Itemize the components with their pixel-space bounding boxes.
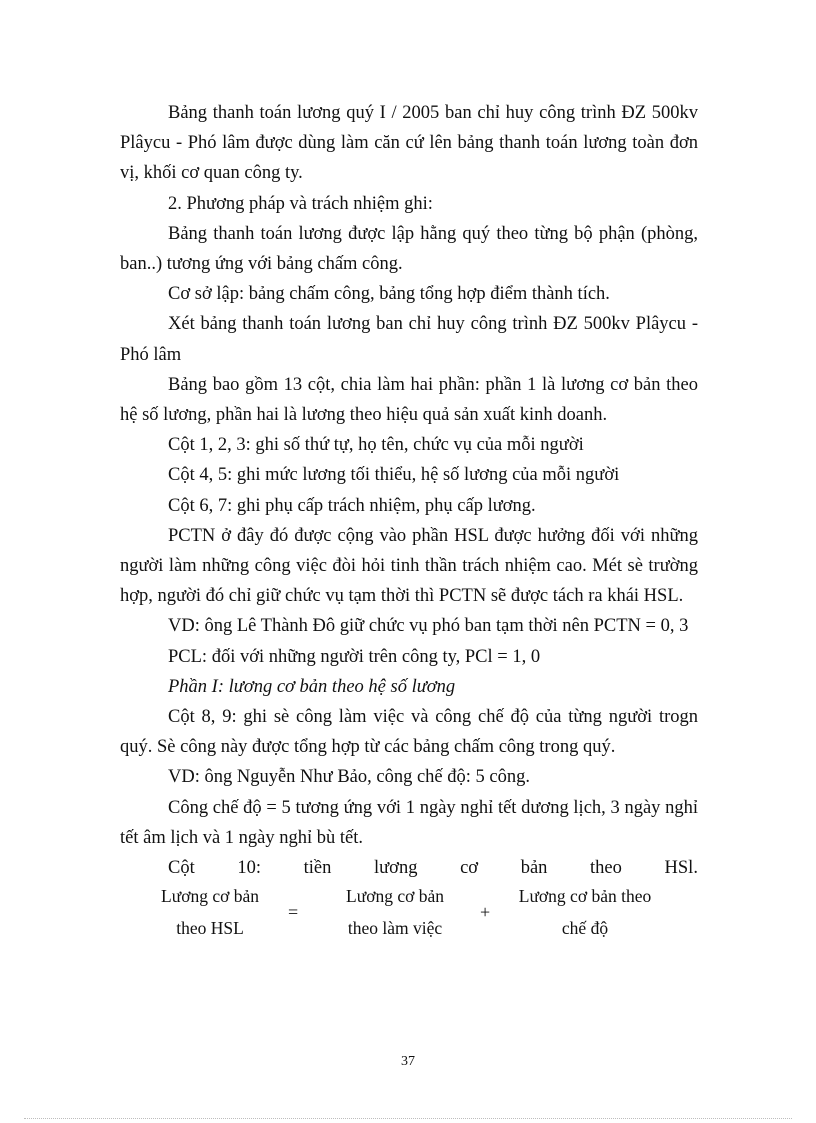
page-number: 37 (401, 1054, 415, 1069)
paragraph: Bảng thanh toán lương được lập hằng quý theo từng bộ phận (phòng, ban..) tương ứng với bảng chấm công. (120, 223, 698, 275)
spread-word: tiền (303, 858, 332, 879)
equals-sign: = (288, 902, 299, 922)
paragraph: VD: ông Lê Thành Đô giữ chức vụ phó ban tạm thời nên PCTN = 0, 3 (168, 616, 689, 637)
spread-word: lương (374, 858, 418, 879)
spread-word: cơ (460, 858, 479, 879)
paragraph: Cột 1, 2, 3: ghi số thứ tự, họ tên, chức vụ của mỗi người (168, 435, 584, 456)
formula-right (500, 880, 670, 944)
plus-sign: + (480, 902, 491, 922)
formula-left-line2: theo HSL (176, 918, 244, 938)
formula-left (140, 880, 280, 944)
paragraph: Bảng bao gồm 13 cột, chia làm hai phần: phần 1 là lương cơ bản theo hệ số lương, phần hai là lương theo hiệu quả sản xuất kinh doanh. (120, 374, 698, 426)
paragraph: Bảng thanh toán lương quý I / 2005 ban chỉ huy công trình ĐZ 500kv Plâycu - Phó lâm được dùng làm căn cứ lên bảng thanh toán lương toàn đơn vị, khối cơ quan công ty. (120, 103, 698, 184)
section-heading: Phần I: lương cơ bản theo hệ số lương (168, 676, 456, 697)
formula-left-line1: Lương cơ bản (161, 886, 259, 906)
spread-word: theo (590, 858, 622, 879)
formula-right-line2: chế độ (561, 918, 609, 938)
spread-word: HSl. (664, 858, 698, 879)
paragraph: Cơ sở lập: bảng chấm công, bảng tổng hợp điểm thành tích. (168, 284, 610, 305)
paragraph: PCTN ở đây đó được cộng vào phần HSL được hưởng đối với những người làm những công việc đòi hỏi tinh thần trách nhiệm cao. Mét sè trường hợp, người đó chỉ giữ chức vụ tạm thời thì PCTN sẽ được tách ra khái HSL. (120, 525, 698, 607)
paragraph: 2. Phương pháp và trách nhiệm ghi: (168, 193, 433, 214)
paragraph: Cột 4, 5: ghi mức lương tối thiểu, hệ số lương của mỗi người (168, 465, 620, 486)
paragraph: Cột 6, 7: ghi phụ cấp trách nhiệm, phụ cấp lương. (168, 495, 536, 516)
paragraph: Cột 8, 9: ghi sè công làm việc và công chế độ của từng người trogn quý. Sè công này được tổng hợp từ các bảng chấm công trong quý. (120, 707, 698, 758)
spread-word: Cột (168, 858, 195, 879)
spread-word: bản (520, 858, 548, 879)
paragraph: PCL: đối với những người trên công ty, PCl = 1, 0 (168, 646, 541, 667)
paragraph: Công chế độ = 5 tương ứng với 1 ngày nghỉ tết dương lịch, 3 ngày nghỉ tết âm lịch và 1 ngày nghỉ bù tết. (120, 797, 698, 848)
spread-word: 10: (237, 858, 261, 879)
paragraph: VD: ông Nguyễn Như Bảo, công chế độ: 5 công. (168, 767, 530, 788)
paragraph: Xét bảng thanh toán lương ban chỉ huy công trình ĐZ 500kv Plâycu - Phó lâm (120, 314, 698, 365)
salary-formula (120, 880, 698, 950)
page-bottom-divider (24, 1118, 792, 1119)
body-text (120, 98, 698, 883)
formula-middle (320, 880, 470, 944)
spread-line (120, 853, 698, 883)
formula-middle-line1: Lương cơ bản (346, 886, 444, 906)
formula-middle-line2: theo làm việc (347, 918, 443, 938)
formula-right-line1: Lương cơ bản theo (518, 886, 652, 906)
